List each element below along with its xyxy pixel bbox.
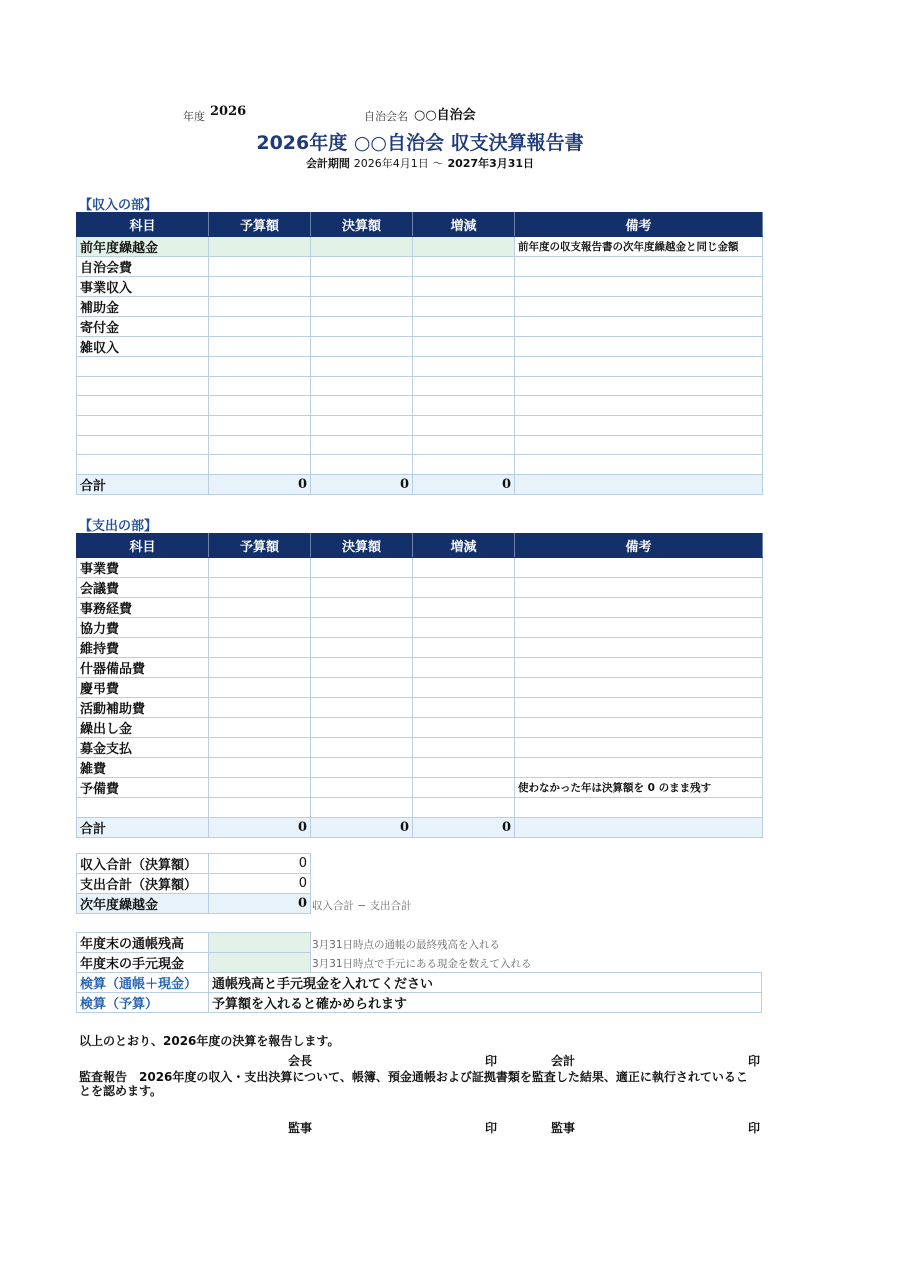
income-note-cell <box>515 317 763 337</box>
expense-actual-cell[interactable] <box>311 598 413 618</box>
balance-table <box>76 932 311 973</box>
income-item: 前年度繰越金 <box>77 237 209 257</box>
income-budget-cell[interactable] <box>209 277 311 297</box>
expense-item: 活動補助費 <box>77 698 209 718</box>
expense-item: 協力費 <box>77 618 209 638</box>
expense-budget-cell[interactable] <box>209 738 311 758</box>
income-row <box>77 435 763 455</box>
expense-row <box>77 718 763 738</box>
expense-item: 什器備品費 <box>77 658 209 678</box>
column-header-note: 備考 <box>515 534 763 558</box>
income-total-budget: 0 <box>209 475 311 495</box>
expense-note-cell <box>515 718 763 738</box>
column-header-item: 科目 <box>77 213 209 237</box>
income-actual-cell[interactable] <box>311 277 413 297</box>
expense-actual-cell[interactable] <box>311 658 413 678</box>
income-row <box>77 237 763 257</box>
expense-note-cell <box>515 638 763 658</box>
income-budget-cell[interactable] <box>209 435 311 455</box>
expense-note-cell <box>515 658 763 678</box>
income-note-cell <box>515 337 763 357</box>
column-header-budget: 予算額 <box>209 534 311 558</box>
income-actual-cell[interactable] <box>311 455 413 475</box>
income-diff-cell <box>413 396 515 416</box>
expense-actual-cell[interactable] <box>311 558 413 578</box>
income-row <box>77 357 763 377</box>
summary-table <box>76 853 311 914</box>
auditor-label-1: 監事 <box>288 1121 313 1135</box>
expense-row <box>77 678 763 698</box>
income-budget-cell[interactable] <box>209 396 311 416</box>
expense-budget-cell[interactable] <box>209 558 311 578</box>
carryover-label: 次年度繰越金 <box>77 894 209 914</box>
check-bank-cash-row <box>77 973 762 993</box>
column-header-diff: 増減 <box>413 213 515 237</box>
income-total-note <box>515 475 763 495</box>
auditor-label-2: 監事 <box>551 1121 576 1135</box>
expense-item: 会議費 <box>77 578 209 598</box>
check-bank-cash-message: 通帳残高と手元現金を入れてください <box>209 973 762 993</box>
income-row <box>77 297 763 317</box>
income-row <box>77 376 763 396</box>
income-actual-cell[interactable] <box>311 376 413 396</box>
expense-row <box>77 578 763 598</box>
carryover-value: 0 <box>209 894 311 914</box>
expense-actual-cell[interactable] <box>311 698 413 718</box>
income-note-cell <box>515 297 763 317</box>
check-budget-label: 検算（予算） <box>77 993 209 1013</box>
expense-total-summary-label: 支出合計（決算額） <box>77 874 209 894</box>
income-total-label: 合計 <box>77 475 209 495</box>
check-budget-message: 予算額を入れると確かめられます <box>209 993 762 1013</box>
expense-actual-cell[interactable] <box>311 678 413 698</box>
income-header-row <box>77 213 763 237</box>
expense-section-title: 【支出の部】 <box>79 519 158 534</box>
expense-note-cell <box>515 578 763 598</box>
expense-note-cell: 使わなかった年は決算額を 0 のまま残す <box>515 778 763 798</box>
expense-budget-cell[interactable] <box>209 578 311 598</box>
expense-note-cell <box>515 738 763 758</box>
income-note-cell <box>515 257 763 277</box>
income-diff-cell <box>413 357 515 377</box>
income-actual-cell[interactable] <box>311 396 413 416</box>
income-section-title: 【収入の部】 <box>79 198 158 213</box>
period-end: 2027年3月31日 <box>447 157 535 170</box>
expense-item: 事業費 <box>77 558 209 578</box>
expense-note-cell <box>515 698 763 718</box>
year-label: 年度 <box>183 110 205 123</box>
income-total-diff: 0 <box>413 475 515 495</box>
income-budget-cell[interactable] <box>209 337 311 357</box>
expense-row <box>77 698 763 718</box>
expense-actual-cell[interactable] <box>311 778 413 798</box>
chair-seal: 印 <box>485 1054 498 1068</box>
expense-row <box>77 598 763 618</box>
income-item: 事業収入 <box>77 277 209 297</box>
column-header-diff: 増減 <box>413 534 515 558</box>
expense-actual-cell[interactable] <box>311 718 413 738</box>
income-item <box>77 435 209 455</box>
expense-total-summary-value: 0 <box>209 874 311 894</box>
income-item <box>77 455 209 475</box>
expense-budget-cell[interactable] <box>209 798 311 818</box>
year-value[interactable]: 2026 <box>210 104 247 119</box>
expense-item: 予備費 <box>77 778 209 798</box>
expense-actual-cell[interactable] <box>311 758 413 778</box>
page-title: 2026年度 ○○自治会 収支決算報告書 <box>256 132 584 154</box>
expense-row <box>77 758 763 778</box>
expense-diff-cell <box>413 758 515 778</box>
expense-item: 慶弔費 <box>77 678 209 698</box>
expense-item: 維持費 <box>77 638 209 658</box>
expense-diff-cell <box>413 638 515 658</box>
expense-diff-cell <box>413 738 515 758</box>
expense-row <box>77 738 763 758</box>
expense-diff-cell <box>413 678 515 698</box>
income-budget-cell[interactable] <box>209 257 311 277</box>
expense-row <box>77 798 763 818</box>
expense-note-cell <box>515 758 763 778</box>
income-item <box>77 357 209 377</box>
income-note-cell <box>515 376 763 396</box>
income-item: 補助金 <box>77 297 209 317</box>
expense-actual-cell[interactable] <box>311 738 413 758</box>
income-note-cell <box>515 277 763 297</box>
income-item <box>77 376 209 396</box>
bank-balance-input[interactable] <box>209 933 311 953</box>
expense-diff-cell <box>413 598 515 618</box>
association-name-value[interactable]: ○○自治会 <box>414 108 476 123</box>
expense-actual-cell[interactable] <box>311 578 413 598</box>
income-total-summary-value: 0 <box>209 854 311 874</box>
bank-balance-row <box>77 933 311 953</box>
column-header-item: 科目 <box>77 534 209 558</box>
chair-label: 会長 <box>288 1054 313 1068</box>
expense-budget-cell[interactable] <box>209 698 311 718</box>
expense-total-budget: 0 <box>209 817 311 837</box>
expense-total-note <box>515 817 763 837</box>
carryover-hint: 収入合計 − 支出合計 <box>312 900 412 912</box>
income-row <box>77 257 763 277</box>
expense-note-cell <box>515 678 763 698</box>
expense-budget-cell[interactable] <box>209 618 311 638</box>
period-start: 2026年4月1日 <box>353 157 429 170</box>
income-item: 寄付金 <box>77 317 209 337</box>
cash-balance-input[interactable] <box>209 953 311 973</box>
expense-diff-cell <box>413 798 515 818</box>
expense-row <box>77 658 763 678</box>
income-diff-cell <box>413 317 515 337</box>
income-diff-cell <box>413 257 515 277</box>
expense-note-cell <box>515 798 763 818</box>
income-actual-cell[interactable] <box>311 337 413 357</box>
auditor-seal-1: 印 <box>485 1121 498 1135</box>
expense-header-row <box>77 534 763 558</box>
expense-row <box>77 638 763 658</box>
auditor-seal-2: 印 <box>748 1121 761 1135</box>
income-row <box>77 277 763 297</box>
expense-diff-cell <box>413 698 515 718</box>
income-total-row <box>77 475 763 495</box>
expense-total-label: 合計 <box>77 817 209 837</box>
summary-row-carryover <box>77 894 311 914</box>
column-header-note: 備考 <box>515 213 763 237</box>
income-item <box>77 416 209 436</box>
income-budget-cell[interactable] <box>209 455 311 475</box>
summary-row-expense <box>77 874 311 894</box>
income-diff-cell <box>413 337 515 357</box>
income-actual-cell[interactable] <box>311 237 413 257</box>
income-note-cell <box>515 455 763 475</box>
income-total-summary-label: 収入合計（決算額） <box>77 854 209 874</box>
income-diff-cell <box>413 376 515 396</box>
expense-diff-cell <box>413 578 515 598</box>
expense-budget-cell[interactable] <box>209 718 311 738</box>
expense-budget-cell[interactable] <box>209 778 311 798</box>
column-header-budget: 予算額 <box>209 213 311 237</box>
income-total-actual: 0 <box>311 475 413 495</box>
income-budget-cell[interactable] <box>209 357 311 377</box>
expense-total-diff: 0 <box>413 817 515 837</box>
expense-item: 繰出し金 <box>77 718 209 738</box>
income-row <box>77 317 763 337</box>
bank-balance-label: 年度末の通帳残高 <box>77 933 209 953</box>
income-item <box>77 396 209 416</box>
summary-row-income <box>77 854 311 874</box>
income-note-cell <box>515 416 763 436</box>
check-bank-cash-label: 検算（通帳＋現金） <box>77 973 209 993</box>
expense-diff-cell <box>413 618 515 638</box>
expense-budget-cell[interactable] <box>209 678 311 698</box>
income-budget-cell[interactable] <box>209 297 311 317</box>
column-header-actual: 決算額 <box>311 534 413 558</box>
cash-balance-hint: 3月31日時点で手元にある現金を数えて入れる <box>312 958 532 970</box>
cash-balance-row <box>77 953 311 973</box>
audit-report-text: 監査報告 2026年度の収入・支出決算について、帳簿、預金通帳および証拠書類を監査した結果、適正に執行されていることを認めます。 <box>79 1070 748 1098</box>
expense-actual-cell[interactable] <box>311 798 413 818</box>
expense-note-cell <box>515 618 763 638</box>
expense-budget-cell[interactable] <box>209 758 311 778</box>
expense-total-row <box>77 817 763 837</box>
cash-balance-label: 年度末の手元現金 <box>77 953 209 973</box>
income-actual-cell[interactable] <box>311 317 413 337</box>
bank-balance-hint: 3月31日時点の通帳の最終残高を入れる <box>312 939 501 951</box>
expense-total-actual: 0 <box>311 817 413 837</box>
expense-row <box>77 778 763 798</box>
income-diff-cell <box>413 435 515 455</box>
income-row <box>77 337 763 357</box>
expense-table <box>76 533 763 838</box>
income-note-cell <box>515 435 763 455</box>
income-row <box>77 416 763 436</box>
income-diff-cell <box>413 297 515 317</box>
report-statement: 以上のとおり、2026年度の決算を報告します。 <box>79 1034 340 1048</box>
expense-actual-cell[interactable] <box>311 618 413 638</box>
period-separator: 〜 <box>432 157 444 170</box>
check-table <box>76 972 762 1013</box>
treasurer-seal: 印 <box>748 1054 761 1068</box>
income-item: 自治会費 <box>77 257 209 277</box>
expense-budget-cell[interactable] <box>209 658 311 678</box>
income-budget-cell[interactable] <box>209 317 311 337</box>
income-note-cell <box>515 396 763 416</box>
period-label: 会計期間 <box>305 157 350 170</box>
income-diff-cell <box>413 455 515 475</box>
expense-item: 事務経費 <box>77 598 209 618</box>
expense-actual-cell[interactable] <box>311 638 413 658</box>
income-diff-cell <box>413 237 515 257</box>
expense-note-cell <box>515 558 763 578</box>
column-header-actual: 決算額 <box>311 213 413 237</box>
income-row <box>77 396 763 416</box>
treasurer-label: 会計 <box>551 1054 576 1068</box>
association-name-label: 自治会名 <box>364 110 408 123</box>
income-diff-cell <box>413 416 515 436</box>
income-note-cell <box>515 357 763 377</box>
expense-note-cell <box>515 598 763 618</box>
expense-item: 雑費 <box>77 758 209 778</box>
expense-diff-cell <box>413 558 515 578</box>
income-actual-cell[interactable] <box>311 416 413 436</box>
income-budget-cell[interactable] <box>209 416 311 436</box>
income-actual-cell[interactable] <box>311 257 413 277</box>
expense-row <box>77 558 763 578</box>
expense-item <box>77 798 209 818</box>
expense-diff-cell <box>413 658 515 678</box>
income-actual-cell[interactable] <box>311 435 413 455</box>
income-diff-cell <box>413 277 515 297</box>
income-row <box>77 455 763 475</box>
expense-budget-cell[interactable] <box>209 598 311 618</box>
income-budget-cell[interactable] <box>209 376 311 396</box>
income-actual-cell[interactable] <box>311 297 413 317</box>
accounting-period <box>0 155 840 171</box>
income-table <box>76 212 763 495</box>
expense-item: 募金支払 <box>77 738 209 758</box>
expense-diff-cell <box>413 718 515 738</box>
check-budget-row <box>77 993 762 1013</box>
expense-diff-cell <box>413 778 515 798</box>
income-budget-cell[interactable] <box>209 237 311 257</box>
income-item: 雑収入 <box>77 337 209 357</box>
income-note-cell: 前年度の収支報告書の次年度繰越金と同じ金額 <box>515 237 763 257</box>
income-actual-cell[interactable] <box>311 357 413 377</box>
expense-budget-cell[interactable] <box>209 638 311 658</box>
expense-row <box>77 618 763 638</box>
